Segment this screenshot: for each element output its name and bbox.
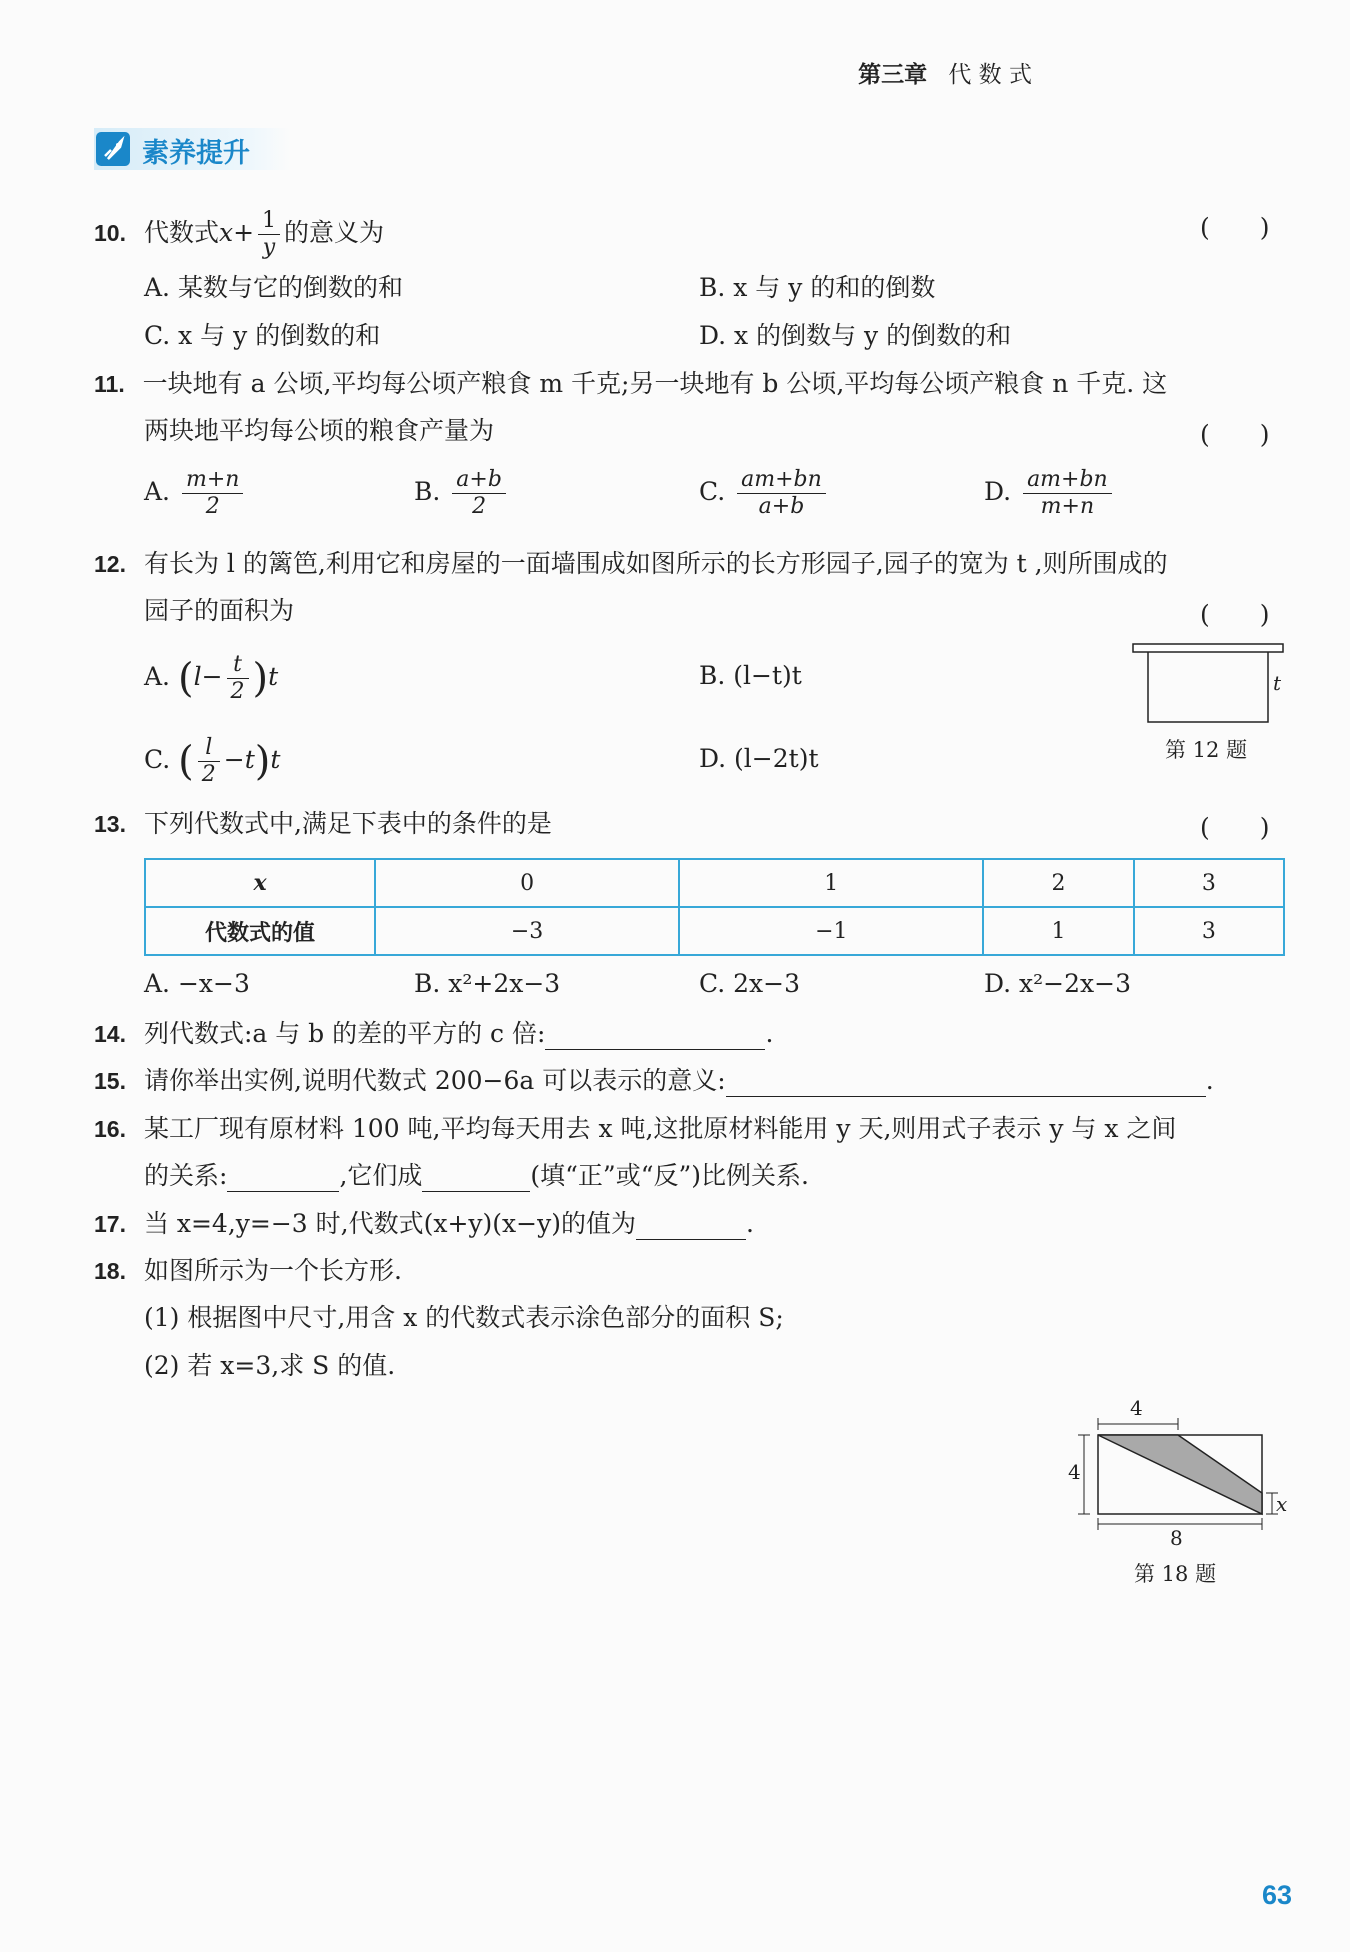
answer-blank[interactable] bbox=[545, 1023, 765, 1050]
question-17 bbox=[94, 1208, 754, 1240]
fence bbox=[1148, 652, 1268, 722]
fraction bbox=[258, 208, 280, 261]
answer-paren-11[interactable]: ( ) bbox=[1200, 420, 1270, 449]
answer-blank[interactable] bbox=[726, 1070, 1206, 1097]
period: . bbox=[765, 1019, 774, 1048]
question-text: 下列代数式中,满足下表中的条件的是 bbox=[143, 809, 552, 838]
table-cell: 3 bbox=[1134, 859, 1284, 907]
denominator: 2 bbox=[205, 494, 220, 519]
option-11-b[interactable] bbox=[414, 467, 510, 520]
fraction bbox=[737, 467, 826, 520]
text-part: ,它们成 bbox=[339, 1161, 423, 1190]
denominator: 2 bbox=[201, 762, 216, 787]
option-label: C. bbox=[699, 477, 726, 506]
option-11-c[interactable] bbox=[699, 467, 830, 520]
question-16 bbox=[94, 1113, 1176, 1145]
question-18-part2: (2) 若 x=3,求 S 的值. bbox=[144, 1351, 396, 1380]
denominator: a+b bbox=[758, 494, 805, 519]
question-12 bbox=[94, 548, 1168, 580]
figure-12-caption: 第 12 题 bbox=[1165, 738, 1248, 762]
denominator: m+n bbox=[1040, 494, 1095, 519]
option-label: A. bbox=[144, 662, 171, 691]
expr-part: t bbox=[270, 745, 281, 774]
condition-table bbox=[144, 858, 1285, 956]
plus-sign: + bbox=[233, 218, 255, 247]
answer-paren-12[interactable]: ( ) bbox=[1200, 600, 1270, 629]
figure-18-rectangle bbox=[1060, 1400, 1300, 1540]
option-10-d[interactable]: D. x 的倒数与 y 的倒数的和 bbox=[699, 321, 1012, 350]
numerator: l bbox=[198, 735, 220, 762]
figure-18-top-label: 4 bbox=[1130, 1396, 1143, 1420]
question-14 bbox=[94, 1018, 773, 1050]
numerator: 1 bbox=[258, 208, 280, 235]
question-number: 12. bbox=[94, 551, 126, 577]
option-label: A. bbox=[144, 477, 171, 506]
question-13 bbox=[94, 808, 552, 840]
figure-18-left-label: 4 bbox=[1068, 1460, 1081, 1484]
question-number: 10. bbox=[94, 220, 126, 246]
figure-18-bottom-label: 8 bbox=[1170, 1526, 1183, 1550]
chapter-title: 代 数 式 bbox=[948, 62, 1032, 88]
numerator: am+bn bbox=[1023, 467, 1112, 494]
expr-part: −t bbox=[223, 745, 255, 774]
answer-paren-13[interactable]: ( ) bbox=[1200, 813, 1270, 842]
table-cell: 0 bbox=[375, 859, 679, 907]
option-12-d[interactable]: D. (l−2t)t bbox=[699, 744, 819, 773]
page-number: 63 bbox=[1262, 1880, 1293, 1910]
question-text: 有长为 l 的篱笆,利用它和房屋的一面墙围成如图所示的长方形园子,园子的宽为 t ,则所围成的 bbox=[143, 549, 1168, 578]
left-paren: ( bbox=[178, 738, 194, 785]
fraction bbox=[182, 467, 243, 520]
figure-18-right-label: x bbox=[1276, 1492, 1288, 1516]
numerator: am+bn bbox=[737, 467, 826, 494]
denominator: y bbox=[262, 235, 276, 260]
table-row bbox=[145, 907, 1284, 955]
option-10-c[interactable]: C. x 与 y 的倒数的和 bbox=[144, 321, 381, 350]
option-13-b[interactable]: B. x²+2x−3 bbox=[414, 969, 561, 998]
option-13-c[interactable]: C. 2x−3 bbox=[699, 969, 800, 998]
question-12-line2: 园子的面积为 bbox=[144, 596, 295, 625]
question-text: 当 x=4,y=−3 时,代数式(x+y)(x−y)的值为 bbox=[143, 1209, 636, 1238]
numerator: a+b bbox=[452, 467, 506, 494]
option-label: C. bbox=[144, 745, 171, 774]
table-cell: 2 bbox=[983, 859, 1133, 907]
question-16-line2 bbox=[144, 1160, 809, 1192]
answer-blank-proportion[interactable] bbox=[422, 1165, 530, 1192]
figure-12-t-label: t bbox=[1273, 671, 1282, 695]
left-paren: ( bbox=[177, 655, 194, 702]
question-text: 如图所示为一个长方形. bbox=[143, 1256, 402, 1285]
text-part: (填“正”或“反”)比例关系. bbox=[530, 1161, 809, 1190]
question-15 bbox=[94, 1065, 1214, 1097]
option-label: B. bbox=[414, 477, 441, 506]
chapter-header bbox=[858, 56, 1032, 89]
denominator: 2 bbox=[230, 679, 245, 704]
question-10 bbox=[94, 208, 384, 261]
question-number: 11. bbox=[94, 371, 125, 397]
wall bbox=[1133, 644, 1283, 652]
question-number: 13. bbox=[94, 811, 126, 837]
table-cell: 3 bbox=[1134, 907, 1284, 955]
numerator: m+n bbox=[182, 467, 243, 494]
section-banner bbox=[94, 128, 290, 170]
question-number: 16. bbox=[94, 1116, 126, 1142]
option-13-d[interactable]: D. x²−2x−3 bbox=[984, 969, 1131, 998]
question-18-part1: (1) 根据图中尺寸,用含 x 的代数式表示涂色部分的面积 S; bbox=[144, 1303, 784, 1332]
right-paren: ) bbox=[252, 655, 269, 702]
shaded-region bbox=[1098, 1435, 1262, 1514]
option-11-d[interactable] bbox=[984, 467, 1116, 520]
question-number: 17. bbox=[94, 1211, 126, 1237]
table-header-cell: 代数式的值 bbox=[145, 907, 375, 955]
option-11-a[interactable] bbox=[144, 467, 247, 520]
question-text-end: 的意义为 bbox=[284, 218, 385, 247]
table-cell: −1 bbox=[679, 907, 983, 955]
section-title: 素养提升 bbox=[142, 138, 250, 169]
figure-18-caption: 第 18 题 bbox=[1134, 1562, 1217, 1586]
question-text: 列代数式:a 与 b 的差的平方的 c 倍: bbox=[143, 1019, 546, 1048]
question-text: 代数式 bbox=[143, 218, 219, 247]
question-11 bbox=[94, 368, 1167, 400]
right-paren: ) bbox=[254, 738, 271, 785]
table-cell: 1 bbox=[679, 859, 983, 907]
option-10-a[interactable]: A. 某数与它的倒数的和 bbox=[144, 273, 403, 302]
table-header-cell: x bbox=[145, 859, 375, 907]
fraction bbox=[452, 467, 506, 520]
rocket-icon bbox=[96, 132, 130, 166]
var-x: x bbox=[218, 218, 234, 247]
question-number: 15. bbox=[94, 1068, 126, 1094]
text-part: 的关系: bbox=[144, 1161, 228, 1190]
answer-blank[interactable] bbox=[636, 1213, 746, 1240]
option-12-c[interactable] bbox=[144, 735, 280, 788]
period: . bbox=[745, 1209, 754, 1238]
period: . bbox=[1205, 1066, 1214, 1095]
numerator: t bbox=[227, 652, 249, 679]
expr-part: l− bbox=[193, 662, 223, 691]
denominator: 2 bbox=[472, 494, 487, 519]
answer-paren-10[interactable]: ( ) bbox=[1200, 213, 1270, 242]
option-10-b[interactable]: B. x 与 y 的和的倒数 bbox=[699, 273, 936, 302]
expr-part: t bbox=[268, 662, 279, 691]
question-18 bbox=[94, 1255, 402, 1287]
answer-blank-relation[interactable] bbox=[227, 1165, 339, 1192]
option-12-b[interactable]: B. (l−t)t bbox=[699, 661, 802, 690]
option-label: D. bbox=[984, 477, 1012, 506]
question-number: 14. bbox=[94, 1021, 126, 1047]
fraction bbox=[227, 652, 249, 705]
question-11-line2: 两块地平均每公顷的粮食产量为 bbox=[144, 416, 495, 445]
question-text: 请你举出实例,说明代数式 200−6a 可以表示的意义: bbox=[143, 1066, 726, 1095]
table-row bbox=[145, 859, 1284, 907]
fraction bbox=[1023, 467, 1112, 520]
question-text: 一块地有 a 公顷,平均每公顷产粮食 m 千克;另一块地有 b 公顷,平均每公顷产粮食 n 千克. 这 bbox=[142, 369, 1168, 398]
option-13-a[interactable]: A. −x−3 bbox=[144, 969, 250, 998]
option-12-a[interactable] bbox=[144, 652, 278, 705]
table-cell: −3 bbox=[375, 907, 679, 955]
chapter-number: 第三章 bbox=[858, 62, 928, 88]
table-cell: 1 bbox=[983, 907, 1133, 955]
question-number: 18. bbox=[94, 1258, 126, 1284]
fraction bbox=[198, 735, 220, 788]
question-text: 某工厂现有原材料 100 吨,平均每天用去 x 吨,这批原材料能用 y 天,则用式子表示 y 与 x 之间 bbox=[143, 1114, 1177, 1143]
